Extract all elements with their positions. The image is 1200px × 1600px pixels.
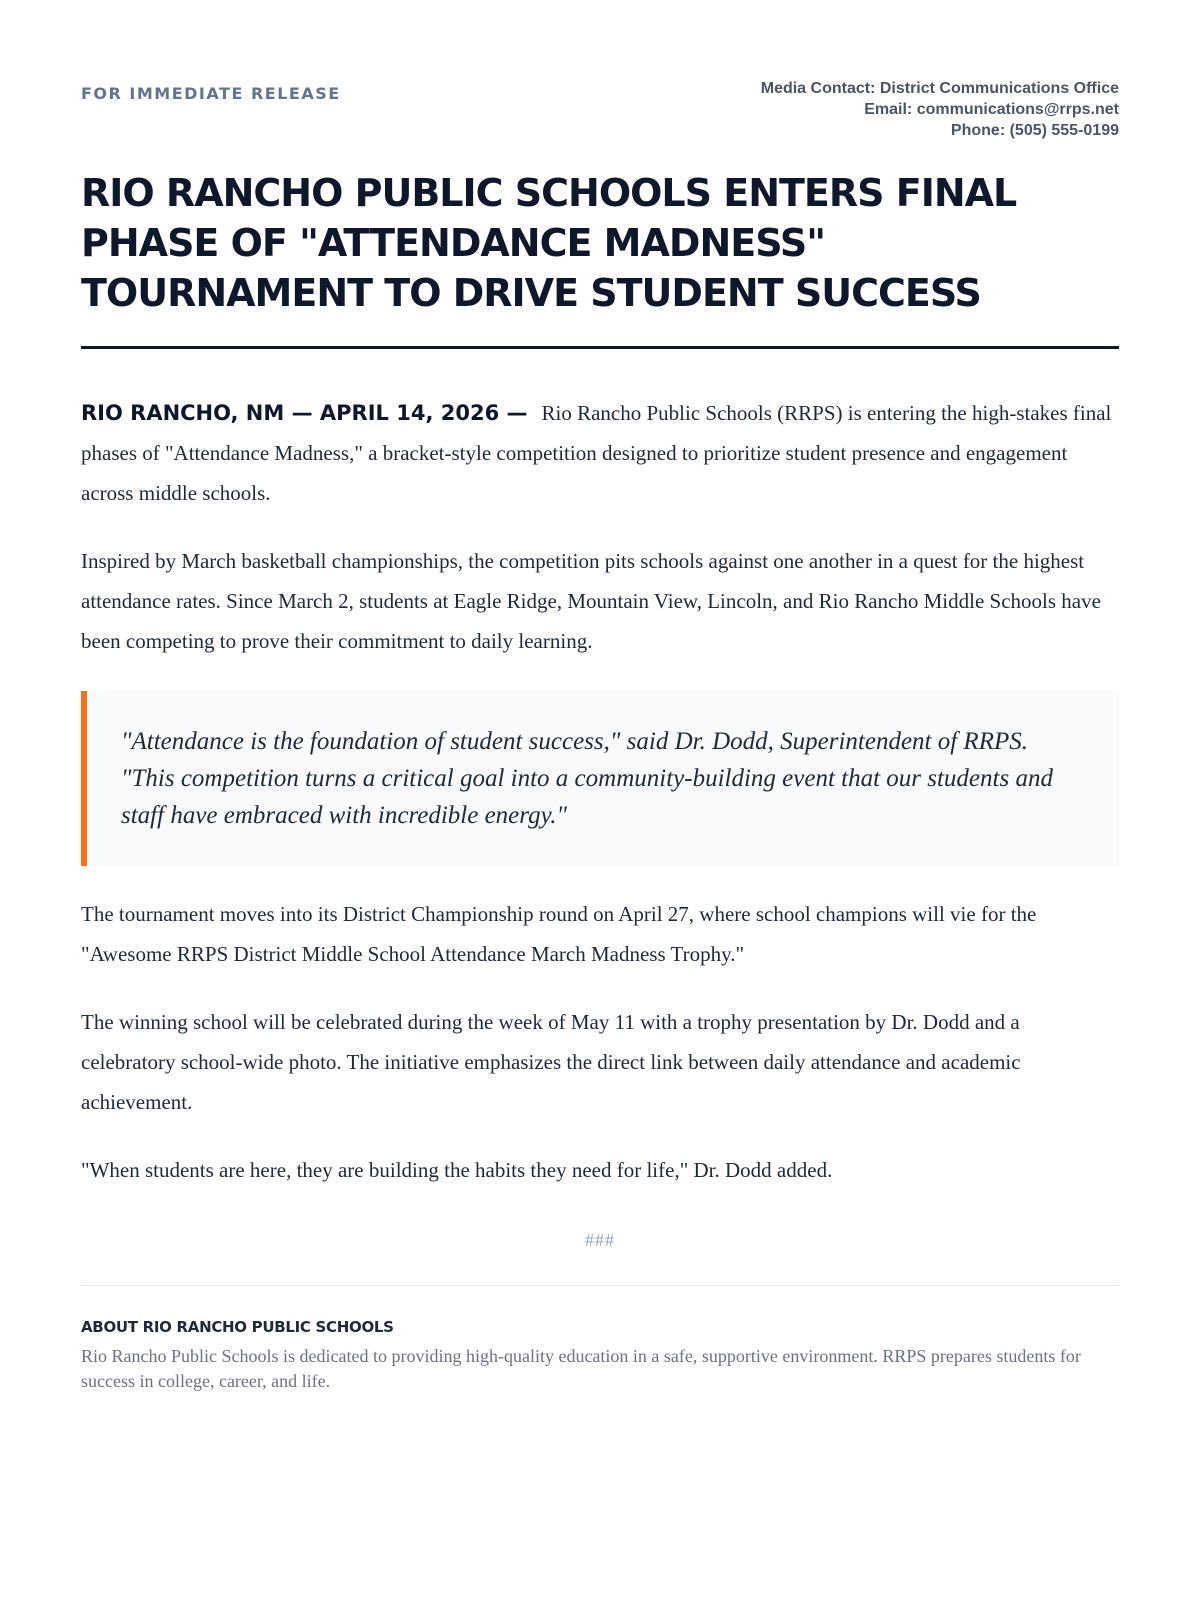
media-contact-block (761, 78, 1119, 141)
dateline: RIO RANCHO, NM — APRIL 14, 2026 — (81, 401, 528, 425)
release-tag: FOR IMMEDIATE RELEASE (81, 84, 341, 103)
about-text: Rio Rancho Public Schools is dedicated to providing high-quality education in a safe, supportive environment. RRPS prepares students for success in college, career, and life. (81, 1346, 1081, 1391)
contact-email: Email: communications@rrps.net (864, 101, 1119, 118)
contact-phone: Phone: (505) 555-0199 (950, 122, 1119, 139)
paragraph-closing-quote: "When students are here, they are building the habits they need for life," Dr. Dodd added. (81, 1158, 833, 1182)
lead-paragraph (81, 393, 1119, 513)
headline-divider (81, 346, 1119, 349)
pull-quote (81, 691, 1119, 866)
paragraph-competition: Inspired by March basketball championships, the competition pits schools against one another in a quest for the highest attendance rates. Since March 2, students at Eagle Ridge, Mountain View, Lincoln, and Rio Rancho Middle Schools have been competing to prove their commitment to daily learning. (81, 549, 1101, 653)
paragraph-celebration: The winning school will be celebrated during the week of May 11 with a trophy presentation by Dr. Dodd and a celebratory school-wide photo. The initiative emphasizes the direct link between daily attendance and academic achievement. (81, 1010, 1021, 1114)
lead-text: Rio Rancho Public Schools (RRPS) is entering the high-stakes final phases of "Attendance Madness," a bracket-style competition designed to prioritize student presence and engagement across middle schools. (81, 401, 1112, 505)
paragraph-championship: The tournament moves into its District Championship round on April 27, where school champions will vie for the "Awesome RRPS District Middle School Attendance March Madness Trophy." (81, 902, 1037, 966)
pull-quote-text: "Attendance is the foundation of student success," said Dr. Dodd, Superintendent of RRPS. "This competition turns a critical goal into a community-building event that our students and staff have embraced with incredible energy." (121, 728, 1053, 829)
about-heading: ABOUT RIO RANCHO PUBLIC SCHOOLS (81, 1318, 394, 1336)
media-contact-line: Media Contact: District Communications Office (760, 80, 1119, 97)
release-header (81, 78, 1119, 141)
end-mark: ### (585, 1230, 615, 1250)
headline: RIO RANCHO PUBLIC SCHOOLS ENTERS FINAL PHASE OF "ATTENDANCE MADNESS" TOURNAMENT TO DRIVE STUDENT SUCCESS (81, 171, 1017, 315)
footer-divider (81, 1285, 1119, 1286)
